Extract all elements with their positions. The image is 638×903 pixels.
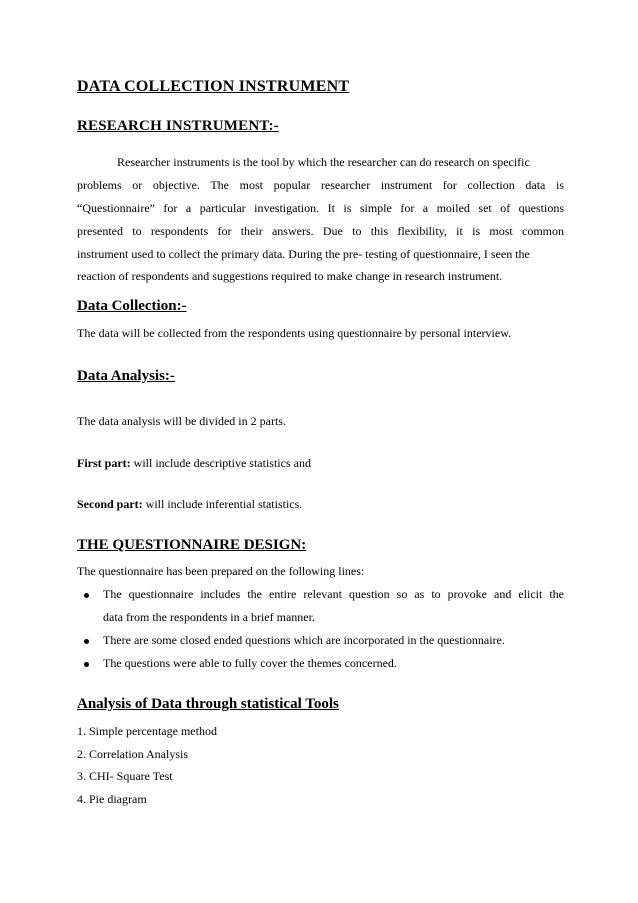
data-analysis-intro: The data analysis will be divided in 2 parts. (77, 414, 286, 428)
research-instrument-heading: RESEARCH INSTRUMENT:- (77, 118, 279, 134)
questionnaire-bullet: There are some closed ended questions which are incorporated in the questionnaire. (103, 633, 505, 647)
research-instrument-line: instrument used to collect the primary data. During the pre- testing of questionnaire, I seen the (77, 247, 530, 261)
document-title: DATA COLLECTION INSTRUMENT (77, 78, 350, 95)
second-part-line (77, 497, 302, 512)
bullet-icon (84, 639, 89, 644)
second-part-label: Second part: (77, 497, 143, 511)
questionnaire-design-heading: THE QUESTIONNAIRE DESIGN: (77, 537, 307, 553)
questionnaire-design-intro: The questionnaire has been prepared on the following lines: (77, 564, 365, 578)
first-part-text: will include descriptive statistics and (130, 456, 311, 470)
research-instrument-line: presented to respondents for their answers. Due to this flexibility, it is most common (77, 224, 564, 238)
statistical-tools-heading: Analysis of Data through statistical Tools (77, 696, 339, 712)
research-instrument-line: “Questionnaire” for a particular investigation. It is simple for a moiled set of questions (77, 201, 564, 215)
bullet-icon (84, 662, 89, 667)
research-instrument-line: reaction of respondents and suggestions required to make change in research instrument. (77, 269, 503, 283)
questionnaire-bullet-continued: data from the respondents in a brief manner. (103, 610, 315, 624)
questionnaire-bullet: The questionnaire includes the entire relevant question so as to provoke and elicit the (103, 587, 564, 601)
first-part-label: First part: (77, 456, 131, 470)
statistical-tool-item: 2. Correlation Analysis (77, 747, 188, 761)
data-analysis-heading: Data Analysis:- (77, 368, 175, 384)
statistical-tool-item: 4. Pie diagram (77, 792, 147, 806)
first-part-line (77, 456, 311, 471)
statistical-tool-item: 3. CHI- Square Test (77, 769, 173, 783)
statistical-tool-item: 1. Simple percentage method (77, 724, 217, 738)
research-instrument-line: Researcher instruments is the tool by which the researcher can do research on specific (117, 155, 530, 169)
bullet-icon (84, 593, 89, 598)
data-collection-heading: Data Collection:- (77, 298, 187, 314)
data-collection-text: The data will be collected from the respondents using questionnaire by personal interview. (77, 326, 512, 340)
research-instrument-line: problems or objective. The most popular researcher instrument for collection data is (77, 178, 564, 192)
second-part-text: will include inferential statistics. (142, 497, 303, 511)
questionnaire-bullet: The questions were able to fully cover the themes concerned. (103, 656, 397, 670)
